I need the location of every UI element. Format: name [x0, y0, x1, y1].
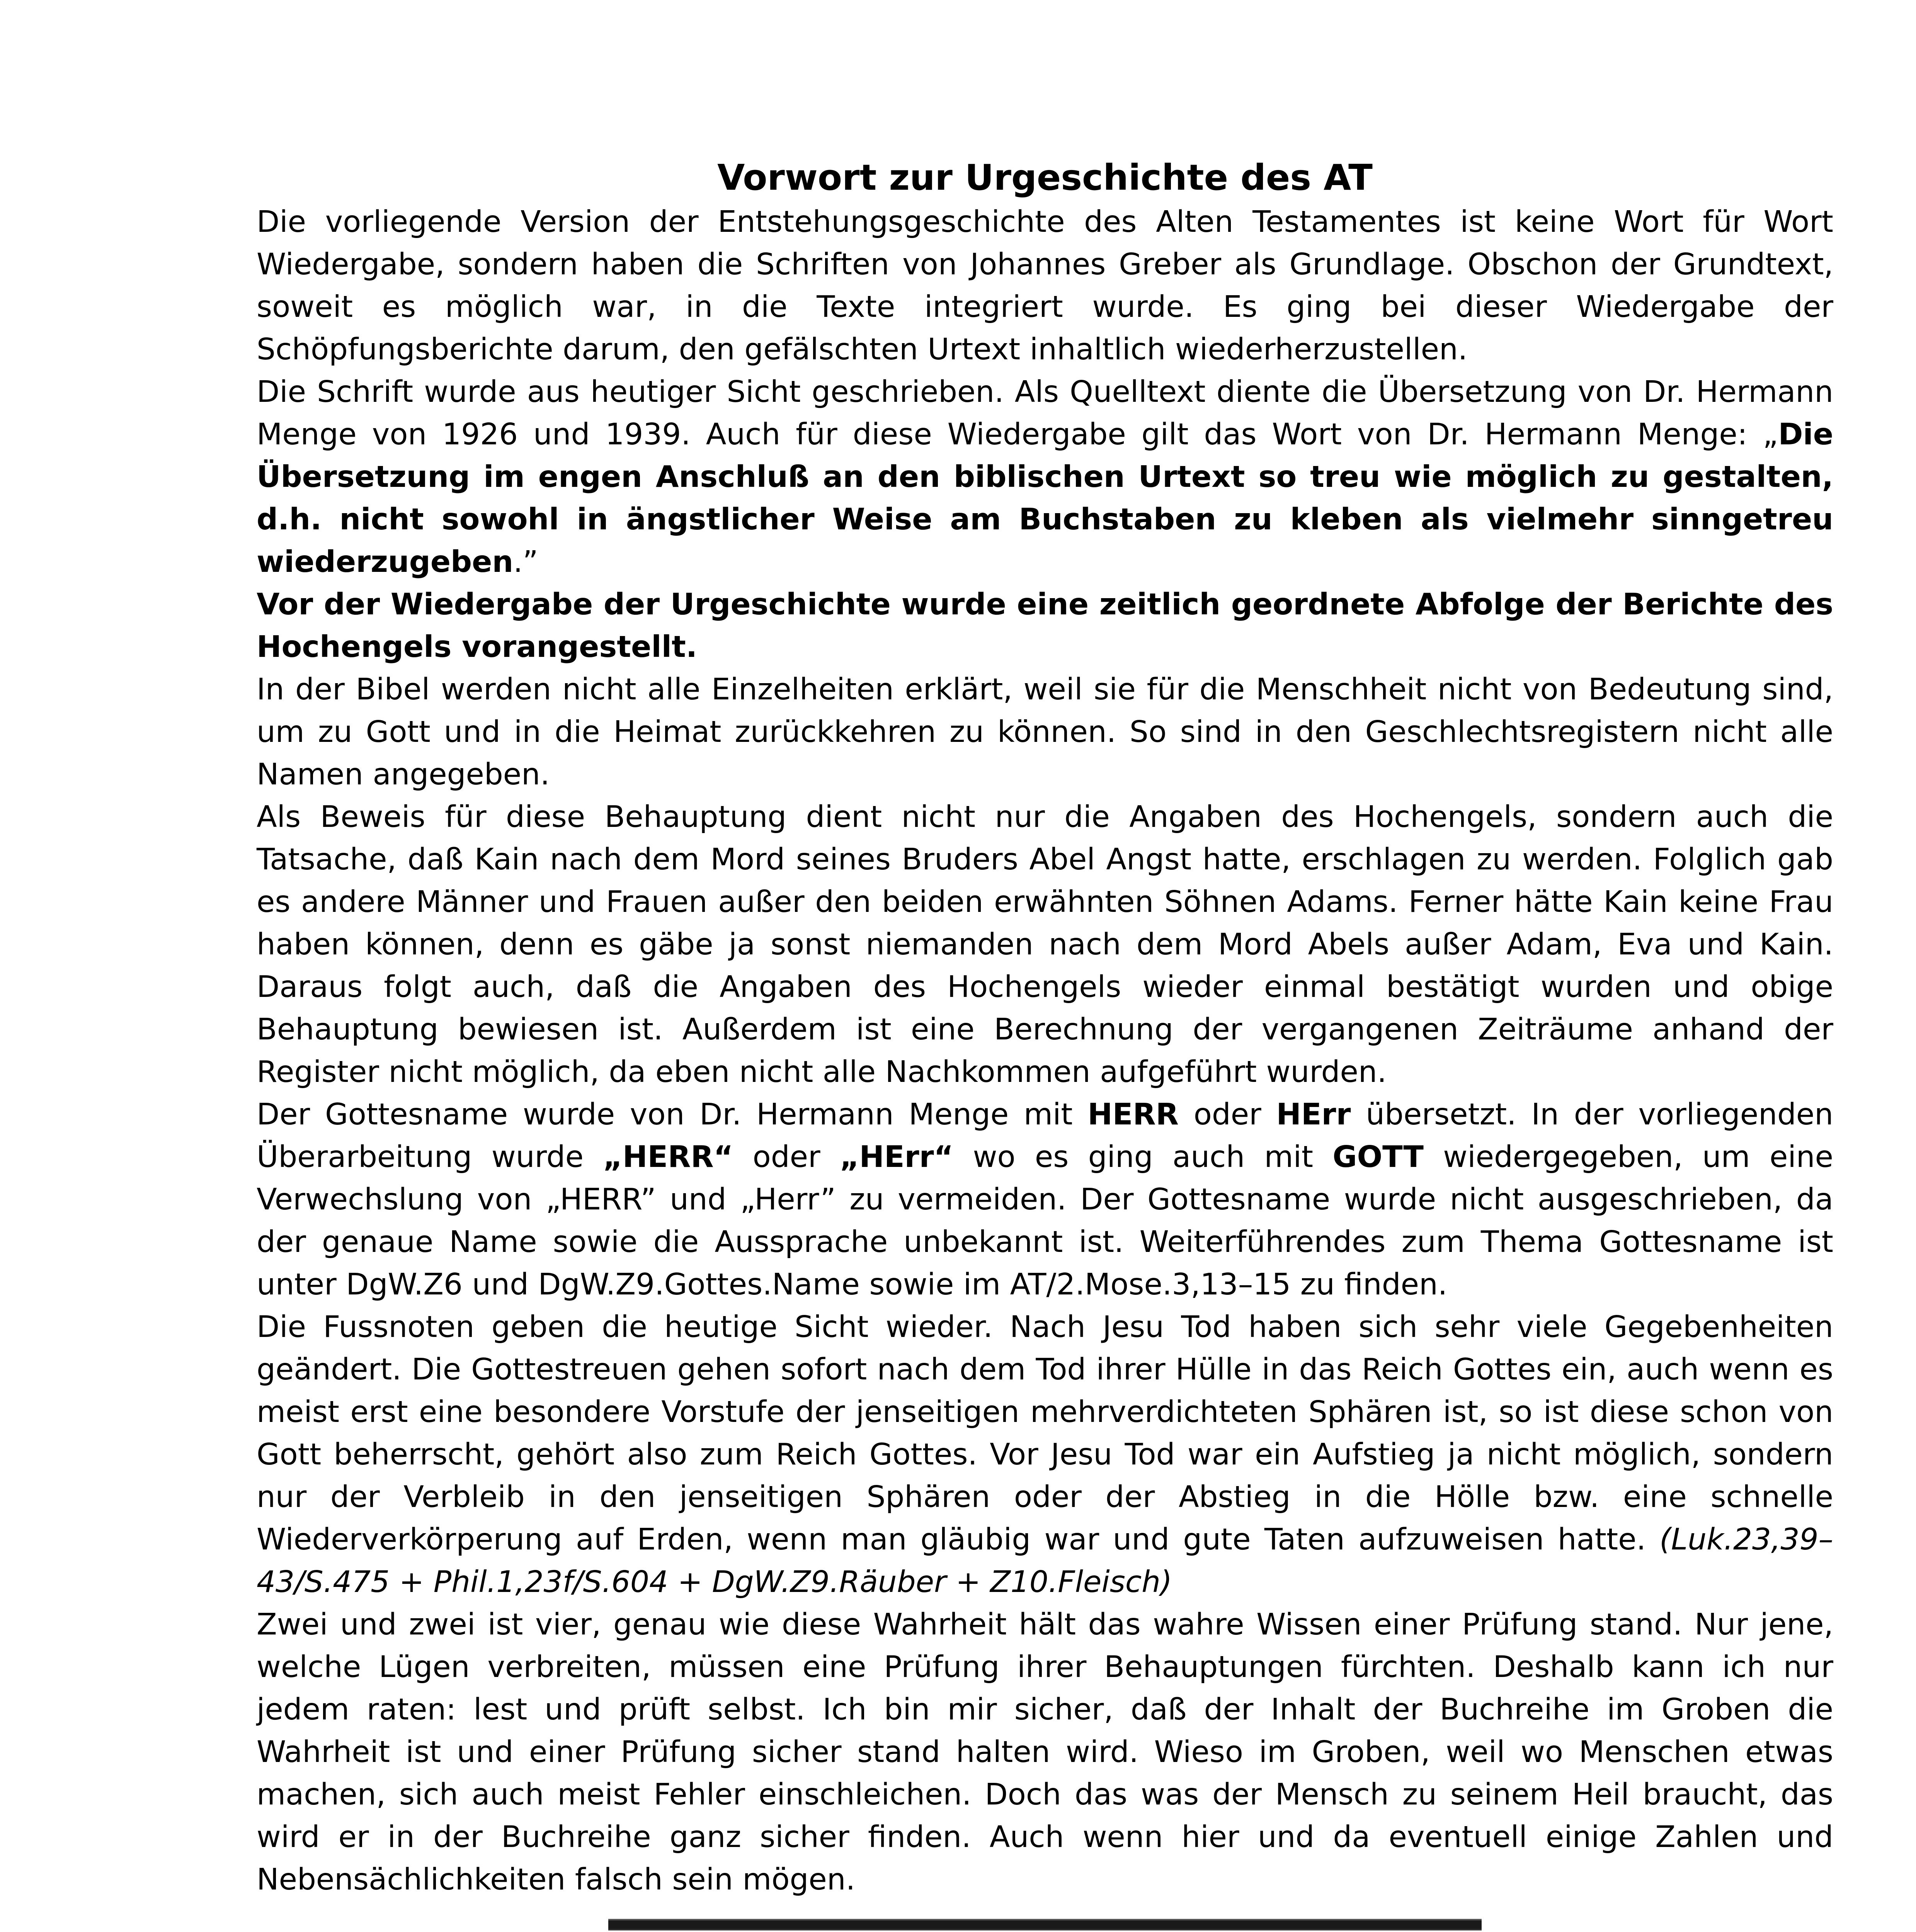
gottesname-herr-mixed: HErr: [1276, 1097, 1351, 1132]
paragraph-7: [257, 1306, 1833, 1604]
paragraph-6-text-1: Der Gottesname wurde von Dr. Hermann Menge mit: [257, 1097, 1088, 1132]
paragraph-8: Zwei und zwei ist vier, genau wie diese Wahrheit hält das wahre Wissen einer Prüfung stand. Nur jene, welche Lügen verbreiten, müssen eine Prüfung ihrer Behauptungen fürchten. Deshalb kann ich nur jedem raten: lest und prüft selbst. Ich bin mir sicher, daß der Inhalt der Buchreihe im Groben die Wahrheit ist und einer Prüfung sicher stand halten wird. Wieso im Groben, weil wo Menschen etwas machen, sich auch meist Fehler einschleichen. Doch das was der Mensch zu seinem Heil braucht, das wird er in der Buchreihe ganz sicher finden. Auch wenn hier und da eventuell einige Zahlen und Nebensächlichkeiten falsch sein mögen.: [257, 1607, 1833, 1897]
paragraph-6-text-6: wiedergegeben, um eine Verwechslung von „HERR” und „Herr” zu vermeiden. Der Gottesname wurde nicht ausgeschrieben, da der genaue Name sowie die Aussprache unbekannt ist. Weiterführendes zum Thema Gottesname ist unter DgW.Z6 und DgW.Z9.Gottes.Name sowie im AT/2.Mose.3,13–15 zu finden.: [257, 1140, 1833, 1302]
paragraph-6-text-2: oder: [1178, 1097, 1276, 1132]
document-page: [257, 155, 1833, 1932]
paragraph-6: [257, 1094, 1833, 1306]
gottesname-herr-quoted: „HERR“: [603, 1140, 733, 1174]
paragraph-6-text-5: wo es ging auch mit: [953, 1140, 1333, 1174]
paragraph-7-text: Die Fussnoten geben die heutige Sicht wieder. Nach Jesu Tod haben sich sehr viele Gegebenheiten geändert. Die Gottestreuen gehen sofort nach dem Tod ihrer Hülle in das Reich Gottes ein, auch wenn es meist erst eine besondere Vorstufe der jenseitigen mehrverdichteten Sphären ist, so ist diese schon von Gott beherrscht, gehört also zum Reich Gottes. Vor Jesu Tod war ein Aufstieg ja nicht möglich, sondern nur der Verbleib in den jenseitigen Sphären oder der Abstieg in die Hölle bzw. eine schnelle Wiederverkörperung auf Erden, wenn man gläubig war und gute Taten aufzuweisen hatte.: [257, 1310, 1833, 1557]
gottesname-herr: HERR: [1087, 1097, 1179, 1132]
scripture-reference: (Luk.23,39–43/S.475 + Phil.1,23f/S.604 + DgW.Z9.Räuber + Z10.Fleisch): [257, 1522, 1833, 1599]
paragraph-1: Die vorliegende Version der Entstehungsgeschichte des Alten Testamentes ist keine Wort für Wort Wiedergabe, sondern haben die Schriften von Johannes Greber als Grundlage. Obschon der Grundtext, soweit es möglich war, in die Texte integriert wurde. Es ging bei dieser Wiedergabe der Schöpfungsberichte darum, den gefälschten Urtext inhaltlich wiederherzustellen.: [257, 205, 1833, 367]
gottesname-gott: GOTT: [1332, 1140, 1424, 1174]
menge-quote: Die Übersetzung im engen Anschluß an den biblischen Urtext so treu wie möglich zu gestalten, d.h. nicht sowohl in ängstlicher Weise am Buchstaben zu kleben als vielmehr sinngetreu wiederzugeben: [257, 417, 1833, 579]
paragraph-3-bold: Vor der Wiedergabe der Urgeschichte wurde eine zeitlich geordnete Abfolge der Berichte des Hochengels vorangestellt.: [257, 587, 1833, 664]
paragraph-6-text-3: übersetzt. In der vorliegenden Überarbeitung wurde: [257, 1097, 1833, 1174]
paragraph-2: [257, 371, 1833, 583]
paragraph-2-end: .”: [513, 545, 538, 579]
gottesname-herr-mixed-quoted: „HErr“: [839, 1140, 954, 1174]
heading-vorwort: Vorwort zur Urgeschichte des AT: [717, 157, 1373, 198]
paragraph-4: In der Bibel werden nicht alle Einzelheiten erklärt, weil sie für die Menschheit nicht von Bedeutung sind, um zu Gott und in die Heimat zurückkehren zu können. So sind in den Geschlechtsregistern nicht alle Namen angegeben.: [257, 672, 1833, 792]
paragraph-5: Als Beweis für diese Behauptung dient nicht nur die Angaben des Hochengels, sondern auch die Tatsache, daß Kain nach dem Mord seines Bruders Abel Angst hatte, erschlagen zu werden. Folglich gab es andere Männer und Frauen außer den beiden erwähnten Söhnen Adams. Ferner hätte Kain keine Frau haben können, denn es gäbe ja sonst niemanden nach dem Mord Abels außer Adam, Eva und Kain. Daraus folgt auch, daß die Angaben des Hochengels wieder einmal bestätigt wurden und obige Behauptung bewiesen ist. Außerdem ist eine Berechnung der vergangenen Zeiträume anhand der Register nicht möglich, da eben nicht alle Nachkommen aufgeführt wurden.: [257, 800, 1833, 1089]
separator-bar: [608, 1919, 1482, 1930]
paragraph-2-text: Die Schrift wurde aus heutiger Sicht geschrieben. Als Quelltext diente die Übersetzung von Dr. Hermann Menge von 1926 und 1939. Auch für diese Wiedergabe gilt das Wort von Dr. Hermann Menge: „: [257, 375, 1833, 452]
paragraph-6-text-4: oder: [733, 1140, 840, 1174]
